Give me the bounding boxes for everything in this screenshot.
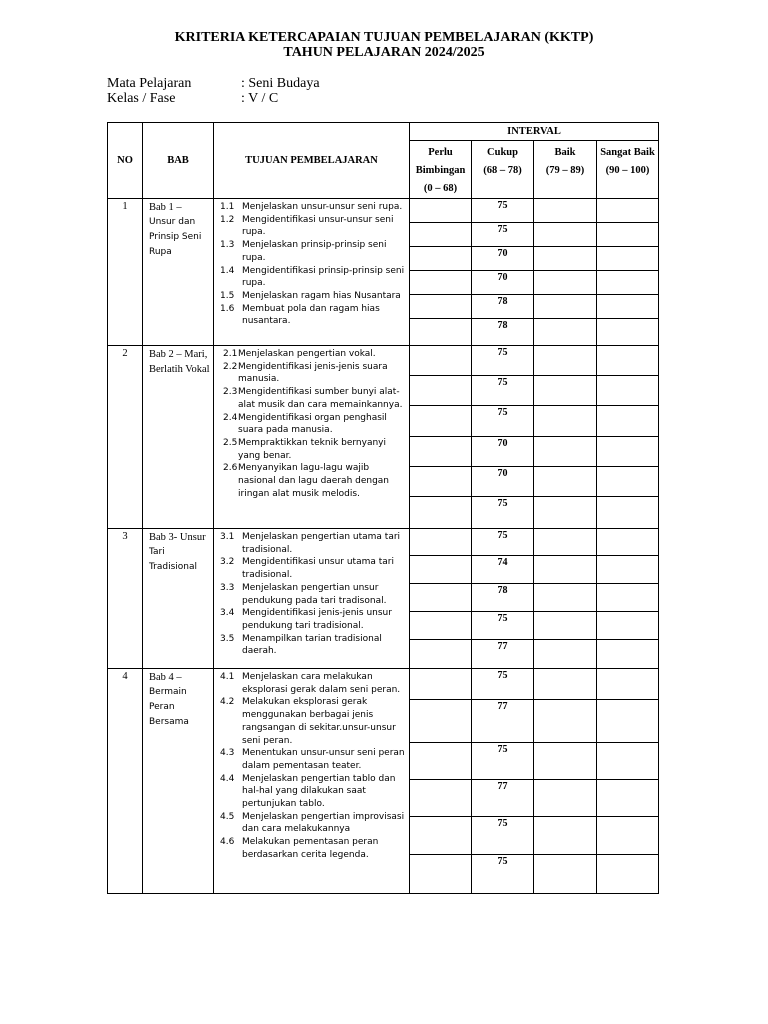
interval-cukup: Cukup (68 – 78) (472, 141, 534, 199)
cell-cukup-value: 75 (472, 612, 534, 640)
objective-item: 4.4 Menjelaskan pengertian tablo dan hal-hal yang dilakukan saat pertunjukan tablo. (220, 773, 396, 810)
chapter-objectives (214, 199, 410, 346)
chapter-bab-sub: Bermain Peran Bersama (149, 687, 189, 727)
objective-item: 3.3 Menjelaskan pengertian unsur pendukung pada tari tradisonal. (220, 582, 387, 606)
chapter-bab-title: Bab 2 – Mari, Berlatih Vokal (149, 349, 210, 375)
table-row (108, 669, 659, 700)
cell-cukup-value: 77 (472, 700, 534, 743)
chapter-objectives (214, 346, 410, 529)
objective-item: 1.1 Menjelaskan unsur-unsur seni rupa. (220, 202, 403, 212)
cell-baik (534, 199, 597, 223)
table-row (108, 529, 659, 556)
chapter-bab-sub: Tari Tradisional (149, 547, 198, 572)
objective-item: 3.5 Menampilkan tarian tradisional daerah. (220, 633, 382, 657)
interval-sangat-baik: Sangat Baik (90 – 100) (597, 141, 659, 199)
cell-cukup-value: 78 (472, 584, 534, 612)
subject-value: : Seni Budaya (241, 76, 320, 91)
chapter-bab-title: Bab 3- Unsur (149, 532, 206, 543)
cell-perlu (410, 199, 472, 223)
objective-item: 2.5 Mempraktikkan teknik bernyanyi yang benar. (223, 437, 387, 461)
header-no: NO (108, 123, 143, 199)
chapter-no: 2 (108, 346, 143, 529)
objective-item: 3.1 Menjelaskan pengertian utama tari tradisional. (220, 532, 401, 555)
objective-item: 2.4 Mengidentifikasi organ penghasil suara pada manusia. (223, 412, 387, 436)
objective-item: 1.4 Mengidentifikasi prinsip-prinsip seni rupa. (220, 265, 405, 289)
cell-cukup-value: 75 (472, 376, 534, 406)
objective-item: 2.2 Mengidentifikasi jenis-jenis suara manusia. (223, 361, 388, 385)
chapter-objectives (214, 669, 410, 894)
chapter-bab-title: Bab 4 – (149, 672, 182, 683)
chapter-no: 3 (108, 529, 143, 669)
cell-cukup-value: 75 (472, 223, 534, 247)
chapter-no: 4 (108, 669, 143, 894)
title-line-1: KRITERIA KETERCAPAIAN TUJUAN PEMBELAJARAN (KKTP) (174, 30, 594, 45)
cell-cukup-value: 70 (472, 247, 534, 271)
chapter-bab-sub: Unsur dan Prinsip Seni Rupa (149, 217, 202, 257)
cell-cukup-value: 75 (472, 406, 534, 437)
objective-item: 3.4 Mengidentifikasi jenis-jenis unsur pendukung tari tradisional. (220, 608, 392, 631)
table-row (108, 199, 659, 223)
cell-cukup-value: 75 (472, 199, 534, 223)
cell-cukup-value: 70 (472, 271, 534, 295)
chapter-bab (143, 529, 214, 669)
header-bab: BAB (143, 123, 214, 199)
objective-item: 3.2 Mengidentifikasi unsur utama tari tradisional. (220, 557, 394, 581)
objective-item: 4.3 Menentukan unsur-unsur seni peran dalam pementasan teater. (220, 748, 405, 771)
cell-cukup-value: 77 (472, 640, 534, 669)
cell-sangat-baik (597, 199, 659, 223)
objective-item: 2.6 Menyanyikan lagu-lagu wajib nasional dan lagu daerah dengan iringan alat musik melodis. (223, 463, 390, 499)
chapter-bab (143, 669, 214, 894)
class-value: : V / C (241, 91, 279, 106)
objective-item: 4.1 Menjelaskan cara melakukan eksplorasi gerak dalam seni peran. (220, 672, 401, 695)
cell-cukup-value: 75 (472, 497, 534, 529)
objective-item: 4.6 Melakukan pementasan peran berdasarkan cerita legenda. (220, 837, 379, 860)
chapter-objectives (214, 529, 410, 669)
title-line-2: TAHUN PELAJARAN 2024/2025 (283, 45, 485, 60)
interval-perlu-bimbingan: Perlu Bimbingan (0 – 68) (410, 141, 472, 199)
table-row (108, 346, 659, 376)
document-title (0, 30, 768, 60)
cell-cukup-value: 75 (472, 669, 534, 700)
objective-item: 1.2 Mengidentifikasi unsur-unsur seni rupa. (220, 214, 394, 238)
cell-cukup-value: 75 (472, 529, 534, 556)
cell-cukup-value: 70 (472, 437, 534, 467)
cell-cukup-value: 70 (472, 467, 534, 497)
subject-label: Mata Pelajaran (107, 76, 192, 91)
cell-cukup-value: 75 (472, 743, 534, 780)
cell-cukup-value: 78 (472, 295, 534, 319)
objective-item: 2.3 Mengidentifikasi sumber bunyi alat-alat musik dan cara memainkannya. (223, 387, 403, 410)
class-label: Kelas / Fase (107, 91, 176, 106)
chapter-bab-title: Bab 1 – (149, 202, 182, 213)
objective-item: 1.5 Menjelaskan ragam hias Nusantara (220, 290, 401, 301)
objective-item: 1.6 Membuat pola dan ragam hias nusantara. (220, 303, 380, 327)
header-interval: INTERVAL (410, 123, 659, 141)
objective-item: 4.5 Menjelaskan pengertian improvisasi dan cara melakukannya (220, 811, 405, 835)
document-meta (107, 76, 320, 106)
cell-cukup-value: 75 (472, 855, 534, 894)
header-tujuan: TUJUAN PEMBELAJARAN (214, 123, 410, 199)
kktp-table (107, 122, 659, 894)
cell-cukup-value: 78 (472, 319, 534, 346)
chapter-bab (143, 199, 214, 346)
cell-cukup-value: 77 (472, 780, 534, 817)
objective-item: 4.2 Melakukan eksplorasi gerak menggunakan berbagai jenis rangsangan di sekitar.unsur-unsur seni peran. (220, 697, 396, 746)
cell-cukup-value: 75 (472, 346, 534, 376)
chapter-bab (143, 346, 214, 529)
cell-cukup-value: 74 (472, 556, 534, 584)
interval-baik: Baik (79 – 89) (534, 141, 597, 199)
cell-cukup-value: 75 (472, 817, 534, 855)
objective-item: 2.1 Menjelaskan pengertian vokal. (223, 349, 376, 359)
objective-item: 1.3 Menjelaskan prinsip-prinsip seni rupa. (220, 240, 387, 263)
chapter-no: 1 (108, 199, 143, 346)
